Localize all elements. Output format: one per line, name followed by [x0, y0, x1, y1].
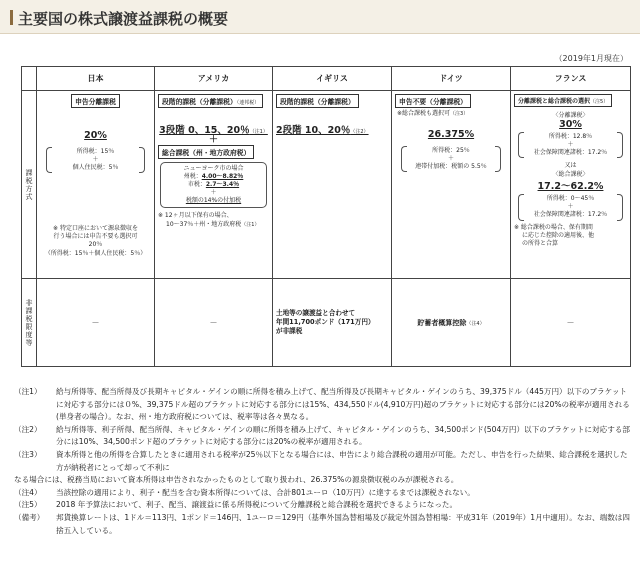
usa-note	[158, 212, 269, 228]
france-tax-type	[514, 94, 612, 107]
usa-rate-note: （注1）	[249, 129, 268, 135]
uk-tax-type: 段階的課税（分離課税）	[276, 94, 359, 108]
usa-ny-state	[165, 173, 262, 181]
japan-income-tax: 所得税：15％	[76, 148, 115, 155]
usa-tax-type-label: 段階的課税（分離課税）	[162, 98, 237, 106]
germany-deduction-ref: （注4）	[466, 320, 485, 327]
japan-plus: ＋	[92, 156, 99, 164]
japan-note	[40, 225, 151, 257]
uk-deduction-line-3: が非課税	[276, 326, 303, 335]
usa-ny-title: ニューヨーク市の場合	[183, 165, 244, 172]
japan-resident-tax: 個人住民税：5％	[72, 164, 119, 172]
france-tax-type-ref: （注5）	[590, 99, 609, 105]
japan-note-line-2: 行う場合には申告不要も選択可	[53, 233, 138, 241]
footnote-4-label: （注4）	[14, 487, 42, 497]
usa-deduction: －	[155, 279, 273, 367]
footnote-2	[14, 424, 630, 449]
usa-ny-city-rate: 2.7～3.4％	[205, 181, 240, 189]
footnote-remarks	[14, 512, 630, 537]
footnote-remarks-label: （備考）	[14, 512, 45, 522]
france-separate-breakdown	[518, 132, 623, 158]
usa-ny-surtax: 税額の14%の付加税	[185, 197, 242, 205]
france-note	[514, 224, 627, 248]
france-note-line-1: ※ 総合課税の場合、保有期間	[514, 223, 593, 231]
france-tax-type-label: 分離課税と総合課税の選択	[518, 98, 591, 105]
uk-taxation-cell	[273, 91, 392, 279]
germany-deduction	[392, 279, 511, 367]
france-comprehensive-label: 〈総合課税〉	[552, 171, 589, 179]
germany-tax-type-sub	[395, 108, 507, 117]
usa-tax-type	[158, 94, 263, 108]
footnote-5-label: （注5）	[14, 500, 42, 510]
germany-tax-type-sub-text: ※総合課税も選択可	[397, 110, 451, 117]
footnote-1	[14, 386, 630, 424]
footnote-2-label: （注2）	[14, 424, 42, 434]
france-sep-income-tax: 所得税：12.8％	[548, 133, 593, 140]
usa-note-line-1: ※ 12ヶ月以下保有の場合、	[158, 212, 233, 220]
col-france: フランス	[511, 67, 631, 91]
japan-taxation-cell	[37, 91, 155, 279]
france-separate-label: 〈分離課税〉	[552, 112, 589, 119]
footnote-1-label: （注1）	[14, 387, 42, 396]
title-marker	[10, 10, 13, 25]
uk-rate-note: （注2）	[350, 129, 369, 135]
deduction-row	[22, 279, 631, 367]
japan-deduction: －	[37, 279, 155, 367]
taxation-row	[22, 91, 631, 279]
title-bar	[0, 0, 640, 34]
footnote-5	[14, 499, 630, 512]
japan-tax-type: 申告分離課税	[71, 94, 120, 108]
france-comprehensive-breakdown	[518, 194, 623, 220]
germany-tax-type: 申告不要（分離課税）	[395, 94, 471, 108]
usa-note-ref: （注1）	[241, 221, 260, 228]
usa-ny-state-label: 州税：	[183, 173, 202, 181]
japan-note-line-1: ※ 特定口座において源泉徴収を	[53, 225, 138, 233]
usa-tax-type-note: （連邦税）	[236, 100, 260, 106]
footnote-4-text: 当該控除の適用により、利子・配当を含む資本所得については、合計801ユーロ（10万円）に達するまでは課税されない。	[56, 487, 475, 497]
germany-rate: 26.375%	[427, 129, 475, 140]
corner-cell	[22, 67, 37, 91]
usa-ny-state-rate: 4.00～8.82％	[201, 173, 244, 181]
japan-rate: 20%	[84, 130, 107, 141]
usa-ny-plus: ＋	[210, 189, 217, 197]
page-title: 主要国の株式譲渡益課税の概要	[18, 10, 229, 28]
usa-ny-city-label: 市税：	[187, 181, 206, 189]
usa-note-line-2	[158, 221, 269, 229]
germany-tax-type-sub-ref: （注3）	[450, 111, 469, 117]
footnote-3	[14, 449, 630, 474]
row-label-taxation: 課税方式	[22, 91, 37, 279]
germany-income-tax: 所得税：25％	[432, 147, 470, 154]
france-note-line-3: の所得と合算	[522, 239, 559, 247]
france-sep-plus: ＋	[567, 141, 574, 149]
footnote-3-label: （注3）	[14, 449, 42, 459]
usa-rate-value: 3段階 0、15、20％	[159, 125, 250, 136]
japan-note-line-3: 20％	[88, 241, 103, 249]
uk-rate	[276, 125, 369, 136]
footnote-3-continued	[14, 474, 630, 487]
header-row	[22, 67, 631, 91]
usa-taxation-cell	[155, 91, 273, 279]
france-note-line-2: に応じた控除の適用後、他	[522, 231, 595, 239]
footnote-remarks-text: 邦貨換算レートは、1ドル＝113円、1ポンド＝146円、1ユーロ＝129円（基準外国為替相場及び裁定外国為替相場：平成31年（2019年）1月中適用）。なお、端数は四捨五入している。	[56, 512, 630, 535]
france-comp-social-tax: 社会保障関連諸税：17.2％	[533, 211, 608, 219]
usa-sub-tax-type: 総合課税（州・地方政府税）	[158, 145, 254, 159]
footnote-3-continued-text: なる場合には、税務当局において資本所得は申告されなかったものとして取り扱われ、26.375%の源泉徴収税のみが課税される。	[14, 475, 459, 485]
germany-taxation-cell	[392, 91, 511, 279]
comparison-table	[21, 66, 631, 367]
france-comp-plus: ＋	[567, 203, 574, 211]
col-germany: ドイツ	[392, 67, 511, 91]
germany-rate-breakdown	[401, 146, 501, 172]
france-deduction: －	[511, 279, 631, 367]
footnote-1-text: 給与所得等、配当所得及び長期キャピタル・ゲインの順に所得を積み上げて、配当所得及び長期キャピタル・ゲインのうち、39,375ドル（445万円）以下のブラケットに対応する部分には０%、39,375ドル超のブラケットに対応する部分には15%、434,550ドル(4,910万円)超のブラケットに対応する部分には20%の税率が適用される(単身者の場合）。なお、州・地方政府税については、税率等は各々異なる。	[56, 387, 630, 422]
uk-deduction-line-1: 土地等の譲渡益と合わせて	[276, 309, 356, 318]
uk-rate-value: 2段階 10、20％	[276, 125, 351, 136]
footnote-4	[14, 487, 630, 500]
france-comp-income-tax: 所得税：0～45％	[546, 195, 595, 203]
germany-solidarity-tax: 連帯付加税：税額の 5.5％	[415, 163, 487, 171]
as-of-date: （2019年1月現在）	[554, 54, 628, 63]
france-comprehensive-rate: 17.2～62.2%	[537, 181, 604, 193]
germany-plus: ＋	[447, 155, 454, 163]
germany-deduction-text: 貯蓄者概算控除	[417, 318, 467, 327]
footnotes	[14, 386, 630, 537]
japan-rate-breakdown	[46, 147, 145, 173]
usa-note-line-2-text: 10～37％＋州・地方政府税	[166, 220, 242, 228]
usa-plus: ＋	[208, 135, 218, 145]
france-or: 又は	[564, 162, 577, 170]
uk-deduction	[273, 279, 392, 367]
france-taxation-cell	[511, 91, 631, 279]
france-sep-social-tax: 社会保障関連諸税：17.2％	[533, 149, 608, 157]
usa-ny-city	[165, 181, 262, 189]
footnote-5-text: 2018 年予算法において、利子、配当、譲渡益に係る所得税について分離課税と総合課税を選択できるようになった。	[56, 500, 458, 510]
japan-note-line-4: （所得税：15％＋個人住民税：5％）	[44, 249, 147, 257]
france-separate-rate: 30%	[559, 119, 582, 130]
footnote-3-text: 資本所得と他の所得を合算したときに適用される税率が25％以下となる場合には、申告により総合課税の適用が可能。ただし、申告を行った結果、総合課税を選択した方が納税者にとって却って不利に	[56, 449, 628, 472]
col-usa: アメリカ	[155, 67, 273, 91]
col-uk: イギリス	[273, 67, 392, 91]
row-label-deduction: 非課税限度等	[22, 279, 37, 367]
footnote-2-text: 給与所得等、利子所得、配当所得、キャピタル・ゲインの順に所得を積み上げて、キャピタル・ゲインのうち、34,500ポンド(504万円）以下のブラケットに対応する部分には10%、34,500ポンド超のブラケットに対応する部分には20%の税率が適用される。	[56, 424, 630, 447]
usa-ny-box	[160, 162, 267, 208]
uk-deduction-line-2: 年間11,700ポンド（171万円）	[276, 318, 375, 327]
col-japan: 日本	[37, 67, 155, 91]
